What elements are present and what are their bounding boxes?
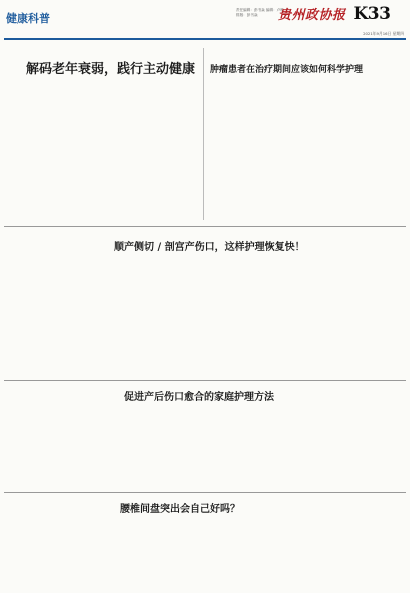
article-lumbar-disc xyxy=(4,494,406,591)
article-home-care xyxy=(4,382,406,490)
page-number: K33 xyxy=(353,4,391,24)
article-aging xyxy=(4,44,200,224)
article-tumor-nutrition xyxy=(206,44,406,224)
section-divider xyxy=(4,226,406,227)
body-column xyxy=(308,408,405,488)
paper-name: 贵州政协报 xyxy=(278,8,346,23)
brand-block xyxy=(278,4,390,24)
article-body xyxy=(6,84,198,220)
article-headline: 腰椎间盘突出会自己好吗？ xyxy=(120,504,240,515)
body-column xyxy=(308,520,405,588)
body-column xyxy=(6,520,103,588)
body-column xyxy=(208,84,271,220)
issue-date: 2021年9月16日 星期四 xyxy=(363,31,404,36)
article-body xyxy=(6,520,404,588)
body-column xyxy=(6,258,103,374)
editor-credits: 责任编辑：彭书焱 编辑：卢映 排版：彭书焱 xyxy=(236,8,284,17)
article-headline: 促进产后伤口愈合的家庭护理方法 xyxy=(124,392,274,403)
article-headline: 解码老年衰弱，践行主动健康 xyxy=(26,62,196,77)
body-column xyxy=(107,258,204,374)
body-column xyxy=(207,520,304,588)
section-title: 健康科普 xyxy=(6,12,50,25)
body-column xyxy=(207,258,304,374)
article-headline: 顺产侧切 / 剖宫产伤口，这样护理恢复快！ xyxy=(114,242,305,253)
body-column xyxy=(71,84,132,220)
body-column xyxy=(275,84,338,220)
column-divider xyxy=(203,48,204,220)
body-column xyxy=(107,520,204,588)
body-column xyxy=(341,84,404,220)
section-divider xyxy=(4,492,406,493)
masthead xyxy=(0,0,410,44)
body-column xyxy=(6,84,67,220)
body-column xyxy=(6,408,103,488)
body-column xyxy=(107,408,204,488)
article-body xyxy=(6,408,404,488)
article-perineal-care xyxy=(4,228,406,378)
body-column xyxy=(308,258,405,374)
body-column xyxy=(207,408,304,488)
body-column xyxy=(137,84,198,220)
masthead-rule xyxy=(4,38,406,40)
article-headline: 肿瘤患者在治疗期间应该如何科学护理 xyxy=(210,65,364,75)
section-divider xyxy=(4,380,406,381)
article-body xyxy=(208,84,404,220)
article-body xyxy=(6,258,404,374)
